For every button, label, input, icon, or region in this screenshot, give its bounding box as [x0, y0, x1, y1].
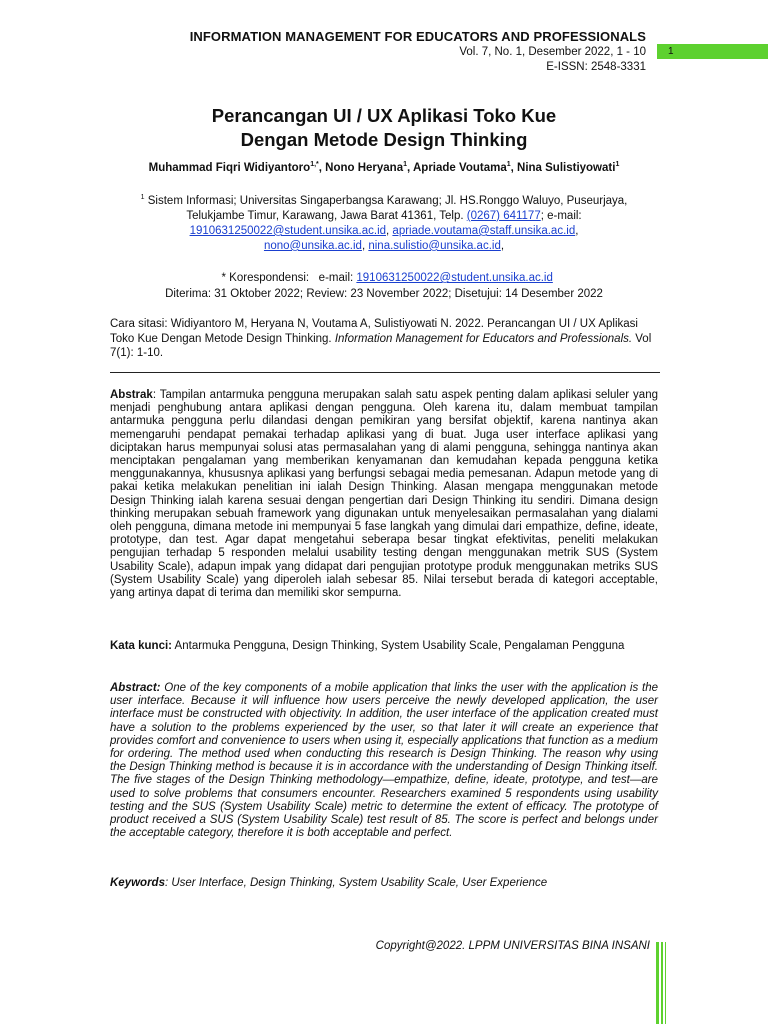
author-superscript: 1: [506, 161, 511, 168]
author-superscript: 1: [403, 161, 408, 168]
footer-green-bar: [661, 942, 663, 1024]
kata-kunci-section: [110, 640, 658, 654]
separator: ,: [386, 224, 393, 237]
author-superscript: 1,*: [310, 161, 319, 168]
citation-volume: Vol 7(1): 1-10.: [110, 332, 652, 359]
affiliation-email-label: ; e-mail:: [540, 209, 582, 222]
paper-title: [100, 104, 668, 152]
author-list: [100, 161, 668, 174]
separator: ,: [361, 239, 369, 252]
page-number: 1: [668, 46, 674, 57]
title-line-1: Perancangan UI / UX Aplikasi Toko Kue: [211, 105, 557, 126]
keywords-label: Keywords: [110, 877, 165, 889]
separator: ,: [575, 224, 579, 237]
abstract-section: [110, 682, 658, 840]
correspondence-email-link[interactable]: 1910631250022@student.unsika.ac.id: [356, 272, 553, 284]
phone-link[interactable]: (0267) 641177: [466, 209, 541, 222]
citation-journal: Information Management for Educators and Professionals.: [334, 332, 633, 345]
affiliation-superscript: 1: [140, 194, 145, 201]
kata-kunci-text: Antarmuka Pengguna, Design Thinking, System Usability Scale, Pengalaman Pengguna: [172, 640, 625, 652]
divider: [110, 372, 660, 373]
separator: ,: [500, 239, 505, 252]
affiliation-line-1: Sistem Informasi; Universitas Singaperbangsa Karawang; Jl. HS.Ronggo Waluyo, Puseurjaya,: [147, 194, 628, 207]
keywords-text: : User Interface, Design Thinking, System Usability Scale, User Experience: [164, 877, 548, 889]
email-link[interactable]: nono@unsika.ac.id: [263, 239, 362, 252]
author-separator: ,: [510, 161, 518, 174]
citation-text: Cara sitasi: Widiyantoro M, Heryana N, Voutama A, Sulistiyowati N. 2022. Perancangan UI / UX Aplikasi Toko Kue Dengan Metode Design Thinking.: [110, 318, 638, 345]
abstract-text: One of the key components of a mobile application that links the user with the application is the user interface. Because it will influence how users perceive the newly developed application, the user interface must be constructed with objectivity. In addition, the user interface of the application created must have a solution to the problems experienced by the user, so that later it will create an experience that provides comfort and convenience to users when using it, especially applications that function as a medium for ordering. The method used when conducting this research is Design Thinking. The reason why using the Design Thinking method is because it is in accordance with the understanding of Design Thinking itself. The five stages of the Design Thinking methodology—empathize, define, ideate, prototype, and test—are used to solve problems that consumers encounter. Researchers examined 5 respondents using usability testing and the SUS (System Usability Scale) metric to determine the extent of efficacy. The prototype of product received a SUS (System Usability Scale) test result of 85. The score is perfect and belongs under the acceptable category, therefore it is both acceptable and perfect.: [110, 682, 658, 840]
footer-green-bar: [665, 942, 666, 1024]
abstrak-text: : Tampilan antarmuka pengguna merupakan salah satu aspek penting dalam aplikasi seluler yang menjadi penghubung antara aplikasi dengan pengguna. Oleh karena itu, dalam membuat tampilan antarmuka pengguna perlu dilandasi dengan pemikiran yang bersifat objektif, karena nantinya akan memengaruhi pendapat pemakai terhadap aplikasi yang di buat. Juga user interface aplikasi yang diciptakan harus mempunyai solusi atas permasalahan yang di alami pengguna, sehingga nantinya akan menciptakan pengalaman yang memberikan kenyamanan dan kemudahan kepada pengguna ketika menggunakannya, khususnya aplikasi yang berfungsi sebagai media pemesanan. Adapun metode yang di pakai ketika melakukan penelitian ini ialah Design Thinking. Alasan mengapa menggunakan metode Design Thinking ialah karena sesuai dengan pengertian dari Design Thinking itu sendiri. Dimana design thinking merupakan sebuah framework yang digunakan untuk menyelesaikan permasalahan yang dialami oleh pengguna, dimana metode ini mempunyai 5 fase langkah yang dimulai dari empathize, define, ideate, prototype, dan test. Agar dapat mengetahui seberapa besar tingkat efektivitas, peneliti melakukan pengujian terhadap 5 responden melalui usability testing dengan menggunakan metrik SUS (System Usability Scale), adapun impak yang didapat dari pengujian prototype produk menggunakan metriks SUS (System Usability Scale) yang diperoleh ialah sebesar 85. Nilai tersebut berada di kategori acceptable, yang artinya dapat di terima dan memiliki skor sempurna.: [110, 389, 658, 600]
title-line-2: Dengan Metode Design Thinking: [240, 129, 528, 150]
affiliation-line-2: Telukjambe Timur, Karawang, Jawa Barat 41361, Telp.: [186, 209, 467, 222]
footer-green-bar: [656, 942, 659, 1024]
author-name: Apriade Voutama: [412, 161, 507, 174]
volume-line: Vol. 7, No. 1, Desember 2022, 1 - 10: [459, 46, 646, 58]
email-link[interactable]: 1910631250022@student.unsika.ac.id: [189, 224, 387, 237]
abstrak-label: Abstrak: [110, 389, 153, 401]
author-name: Nono Heryana: [325, 161, 404, 174]
citation: [110, 317, 658, 361]
author-name: Nina Sulistiyowati: [517, 161, 616, 174]
email-link[interactable]: apriade.voutama@staff.unsika.ac.id: [392, 224, 576, 237]
correspondence-label: * Korespondensi: e-mail:: [221, 272, 357, 284]
keywords-section: [110, 877, 658, 889]
journal-name: INFORMATION MANAGEMENT FOR EDUCATORS AND PROFESSIONALS: [189, 29, 646, 44]
abstract-label: Abstract:: [110, 682, 161, 694]
issn-line: E-ISSN: 2548-3331: [546, 61, 646, 73]
affiliation: [110, 190, 658, 254]
copyright-notice: Copyright@2022. LPPM UNIVERSITAS BINA INSANI: [375, 940, 650, 952]
email-link[interactable]: nina.sulistio@unsika.ac.id: [368, 239, 501, 252]
author-superscript: 1: [615, 161, 620, 168]
author-name: Muhammad Fiqri Widiyantoro: [148, 161, 311, 174]
abstrak-section: [110, 389, 658, 600]
correspondence: [110, 260, 658, 284]
author-separator: ,: [407, 161, 413, 174]
kata-kunci-label: Kata kunci:: [110, 640, 172, 652]
author-separator: ,: [318, 161, 326, 174]
submission-dates: Diterima: 31 Oktober 2022; Review: 23 November 2022; Disetujui: 14 Desember 2022: [165, 288, 603, 300]
